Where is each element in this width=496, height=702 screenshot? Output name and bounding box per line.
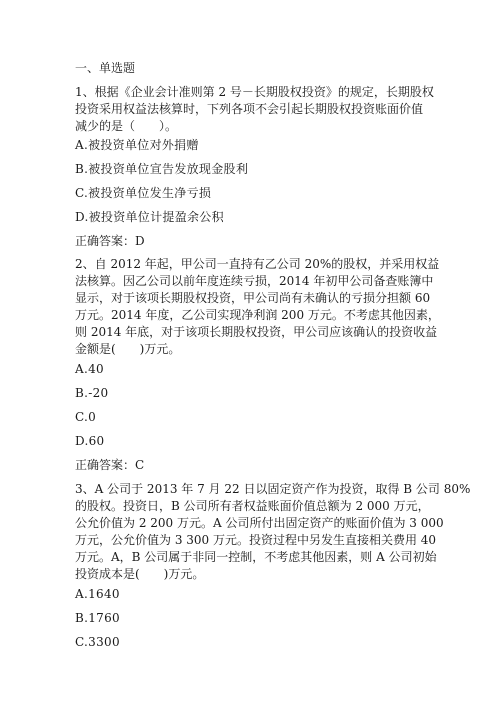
question-3-option-a: A.1640 [75, 587, 120, 601]
question-3-stem [75, 481, 471, 583]
question-3-option-b: B.1760 [75, 611, 120, 625]
question-3-option-c: C.3300 [75, 635, 120, 649]
question-3-line-6: 投资成本是( )万元。 [75, 567, 205, 581]
question-2-option-c: C.0 [75, 410, 97, 424]
question-2-option-a: A.40 [75, 362, 104, 376]
question-1-option-b: B.被投资单位宣告发放现金股利 [75, 162, 249, 176]
question-2-line-2: 法核算。因乙公司以前年度连续亏损，2014 年初甲公司备查账簿中 [75, 274, 434, 288]
question-3-line-1: 3、A 公司于 2013 年 7 月 22 日以固定资产作为投资，取得 B 公司 80% [75, 482, 471, 496]
question-1-option-d: D.被投资单位计提盈余公积 [75, 210, 224, 224]
question-1-line-2: 投资采用权益法核算时，下列各项不会引起长期股权投资账面价值 [75, 102, 424, 116]
question-1-option-a: A.被投资单位对外捐赠 [75, 138, 199, 152]
question-3-line-4: 万元，公允价值为 3 300 万元。投资过程中另发生直接相关费用 40 [75, 533, 437, 547]
question-1-stem [75, 84, 435, 135]
question-1-answer: 正确答案：D [75, 234, 145, 248]
question-1-line-3: 减少的是（ ）。 [75, 119, 178, 133]
question-2-line-5: 则 2014 年底，对于该项长期股权投资，甲公司应该确认的投资收益 [75, 325, 438, 339]
question-3-line-3: 公允价值为 2 200 万元。A 公司所付出固定资产的账面价值为 3 000 [75, 516, 444, 530]
question-2-line-6: 金额是( )万元。 [75, 342, 181, 356]
question-1-option-c: C.被投资单位发生净亏损 [75, 186, 212, 200]
question-2-line-3: 显示，对于该项长期股权投资，甲公司尚有未确认的亏损分担额 60 [75, 291, 431, 305]
question-2-stem [75, 256, 440, 358]
question-3-line-5: 万元。A，B 公司属于非同一控制，不考虑其他因素，则 A 公司初始 [75, 550, 437, 564]
question-3-line-2: 的股权。投资日，B 公司所有者权益账面价值总额为 2 000 万元， [75, 499, 430, 513]
question-2-line-4: 万元。2014 年度，乙公司实现净利润 200 万元。不考虑其他因素， [75, 308, 440, 322]
question-2-line-1: 2、自 2012 年起，甲公司一直持有乙公司 20%的股权，并采用权益 [75, 257, 440, 271]
question-2-option-d: D.60 [75, 434, 105, 448]
question-2-option-b: B.-20 [75, 386, 109, 400]
section-title: 一、单选题 [75, 61, 136, 75]
question-1-line-1: 1、根据《企业会计准则第 2 号－长期股权投资》的规定，长期股权 [75, 85, 434, 99]
question-2-answer: 正确答案：C [75, 458, 145, 472]
